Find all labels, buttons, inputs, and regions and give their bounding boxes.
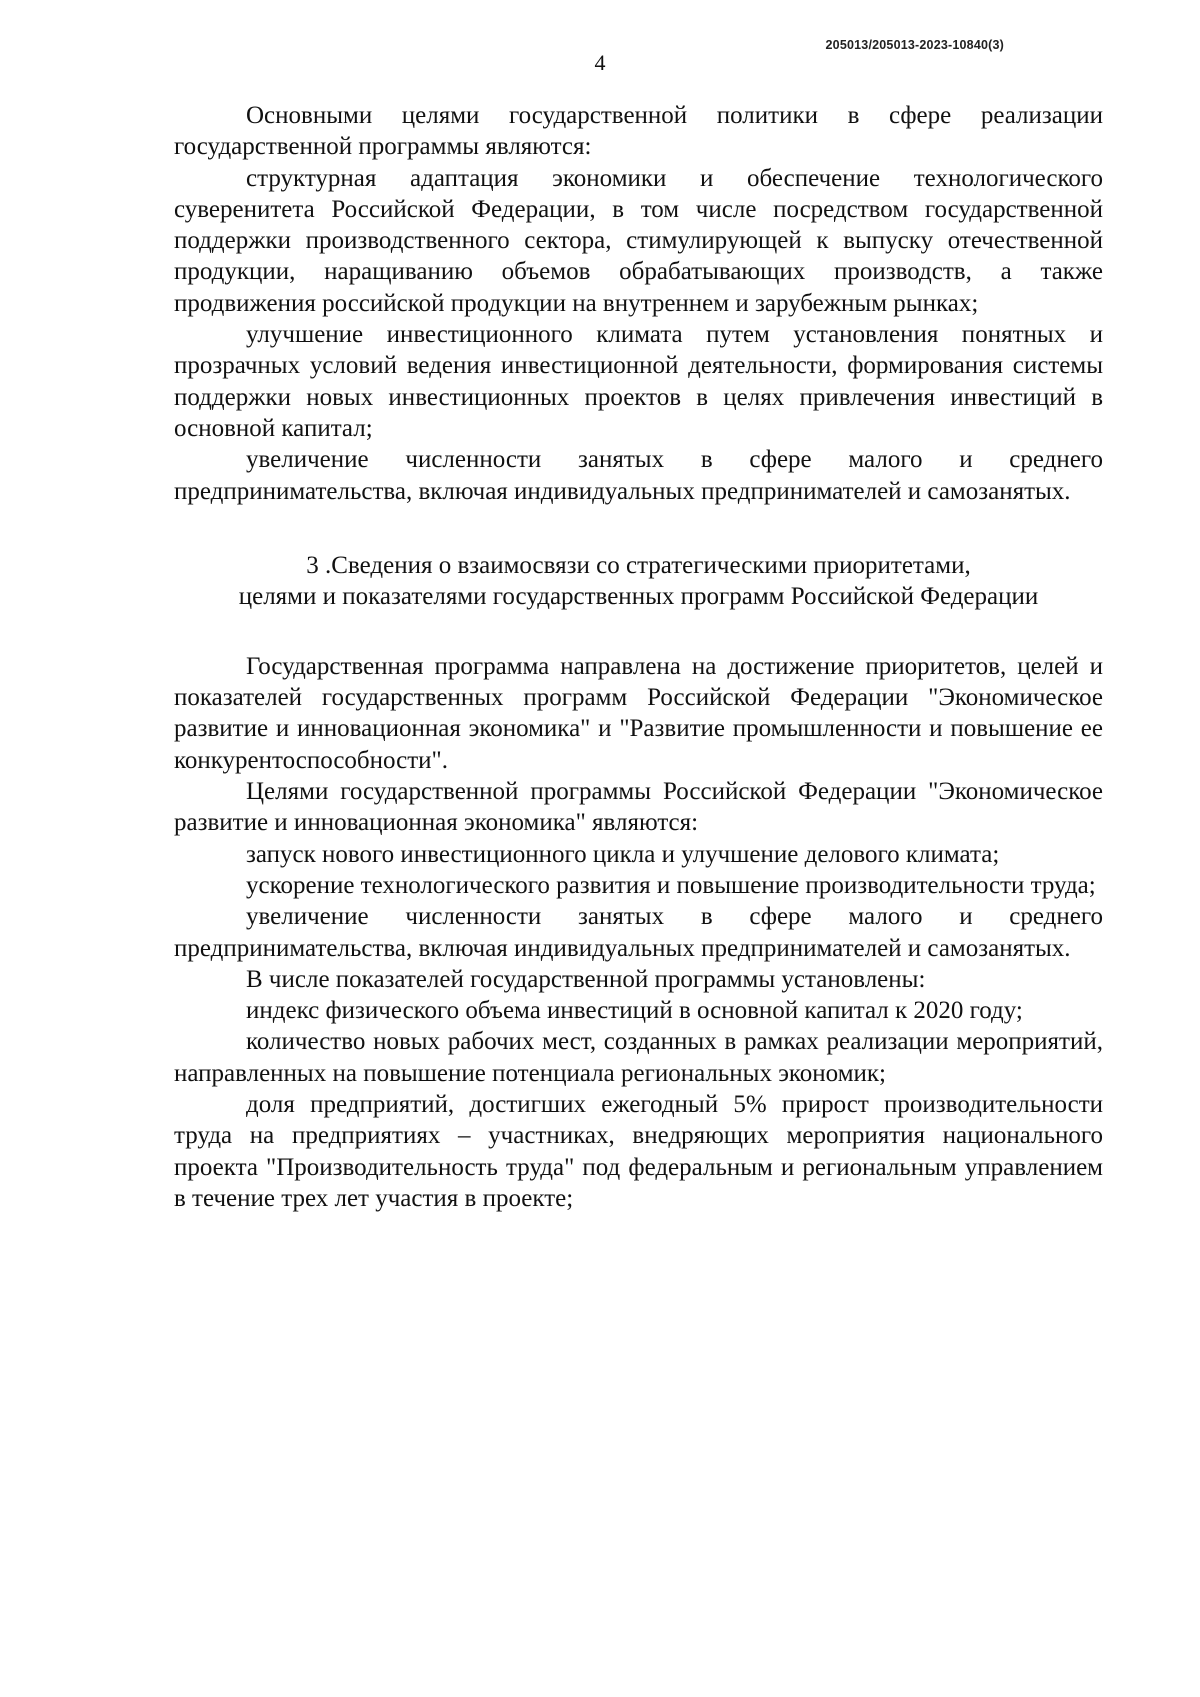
page-number: 4 xyxy=(594,50,606,75)
section-paragraph: В числе показателей государственной программы установлены: xyxy=(246,965,926,993)
intro-list-item: улучшение инвестиционного климата путем установления понятных и прозрачных условий ведения инвестиционной деятельности, формирования системы поддержки новых инвестиционных проектов в целях привлечения инвестиций в основной капитал; xyxy=(174,321,1103,442)
intro-list-item: структурная адаптация экономики и обеспечение технологического суверенитета Российской Федерации, в том числе посредством государственной поддержки производственного сектора, стимулирующей к выпуску отечественной продукции, наращиванию объемов обрабатывающих производств, а также продвижения российской продукции на внутреннем и зарубежным рынках; xyxy=(174,164,1103,317)
section-heading-line: целями и показателями государственных программ Российской Федерации xyxy=(238,582,1039,610)
document-registration-id: 205013/205013-2023-10840(3) xyxy=(825,38,1004,52)
section-paragraph: Целями государственной программы Российской Федерации "Экономическое развитие и инновационная экономика" являются: xyxy=(174,778,1103,837)
section-heading-line: 3 .Сведения о взаимосвязи со стратегическими приоритетами, xyxy=(306,551,971,579)
section-paragraph: количество новых рабочих мест, созданных в рамках реализации мероприятий, направленных на повышение потенциала региональных экономик; xyxy=(174,1028,1103,1087)
section-paragraph: Государственная программа направлена на достижение приоритетов, целей и показателей государственных программ Российской Федерации "Экономическое развитие и инновационная экономика" и "Развитие промышленности и повышение ее конкурентоспособности". xyxy=(174,652,1103,774)
intro-list-item: увеличение численности занятых в сфере малого и среднего предпринимательства, включая индивидуальных предпринимателей и самозанятых. xyxy=(174,446,1103,505)
section-paragraph: увеличение численности занятых в сфере малого и среднего предпринимательства, включая индивидуальных предпринимателей и самозанятых. xyxy=(174,903,1103,962)
section-heading xyxy=(174,550,1103,612)
document-body xyxy=(174,100,1103,1214)
intro-lead-paragraph: Основными целями государственной политики в сфере реализации государственной программы являются: xyxy=(174,102,1103,161)
section-paragraph: ускорение технологического развития и повышение производительности труда; xyxy=(246,871,1096,899)
section-paragraph: доля предприятий, достигших ежегодный 5% прирост производительности труда на предприятиях – участниках, внедряющих мероприятия национального проекта "Производительность труда" под федеральным и региональным управлением в течение трех лет участия в проекте; xyxy=(174,1091,1103,1212)
section-paragraph: индекс физического объема инвестиций в основной капитал к 2020 году; xyxy=(246,997,1023,1025)
section-paragraph: запуск нового инвестиционного цикла и улучшение делового климата; xyxy=(246,840,1000,868)
